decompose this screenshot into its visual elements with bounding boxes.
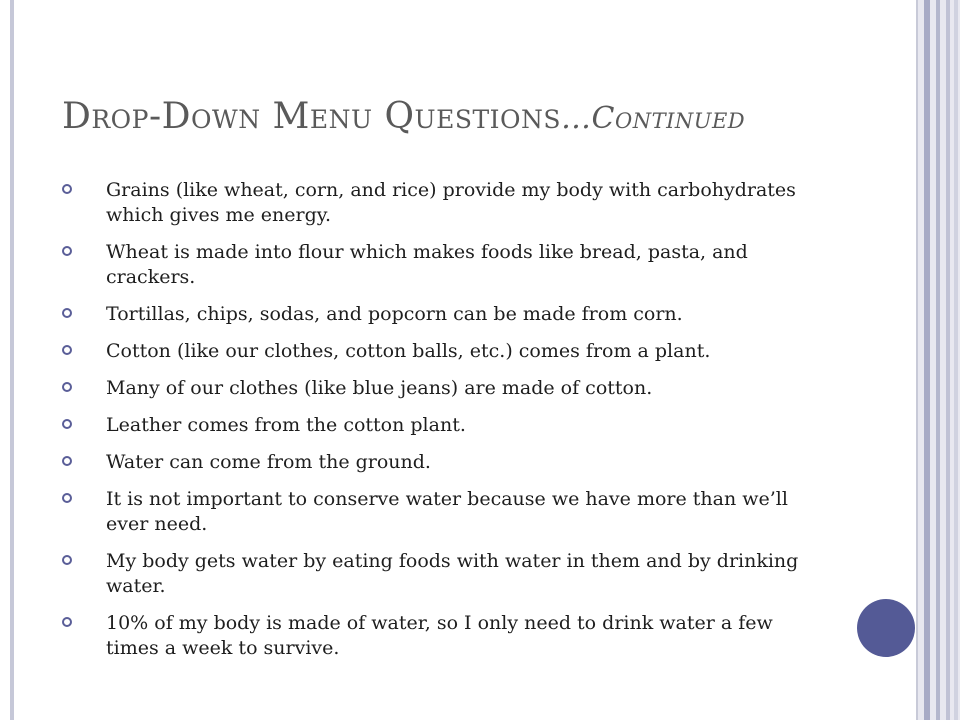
list-item-text: It is not important to conserve water because we have more than we’ll ever need. <box>106 488 788 535</box>
list-item-text: Wheat is made into flour which makes foods like bread, pasta, and crackers. <box>106 241 748 288</box>
title-continued: …Continued <box>561 101 746 136</box>
list-item <box>62 376 822 401</box>
bullet-icon <box>62 246 72 256</box>
bullet-icon <box>62 184 72 194</box>
bullet-icon <box>62 493 72 503</box>
bullet-icon <box>62 617 72 627</box>
list-item-text: Tortillas, chips, sodas, and popcorn can be made from corn. <box>106 303 683 325</box>
bullet-icon <box>62 555 72 565</box>
bullet-icon <box>62 456 72 466</box>
bullet-list <box>62 178 822 673</box>
list-item <box>62 240 822 290</box>
title-main: Drop-Down Menu Questions <box>62 96 562 137</box>
list-item-text: Water can come from the ground. <box>106 451 431 473</box>
list-item-text: Leather comes from the cotton plant. <box>106 414 466 436</box>
bullet-icon <box>62 308 72 318</box>
accent-circle <box>857 599 915 657</box>
list-item <box>62 611 822 661</box>
list-item-text: 10% of my body is made of water, so I only need to drink water a few times a week to survive. <box>106 612 773 659</box>
list-item <box>62 549 822 599</box>
bullet-icon <box>62 419 72 429</box>
list-item <box>62 178 822 228</box>
list-item <box>62 450 822 475</box>
bullet-icon <box>62 345 72 355</box>
list-item-text: Many of our clothes (like blue jeans) are made of cotton. <box>106 377 653 399</box>
left-frame-line <box>10 0 14 720</box>
list-item-text: Cotton (like our clothes, cotton balls, etc.) comes from a plant. <box>106 340 711 362</box>
list-item <box>62 302 822 327</box>
right-decorative-band <box>916 0 960 720</box>
list-item-text: My body gets water by eating foods with water in them and by drinking water. <box>106 550 799 597</box>
list-item-text: Grains (like wheat, corn, and rice) provide my body with carbohydrates which gives me energy. <box>106 179 796 226</box>
bullet-icon <box>62 382 72 392</box>
slide-title <box>62 96 745 137</box>
list-item <box>62 413 822 438</box>
list-item <box>62 339 822 364</box>
list-item <box>62 487 822 537</box>
